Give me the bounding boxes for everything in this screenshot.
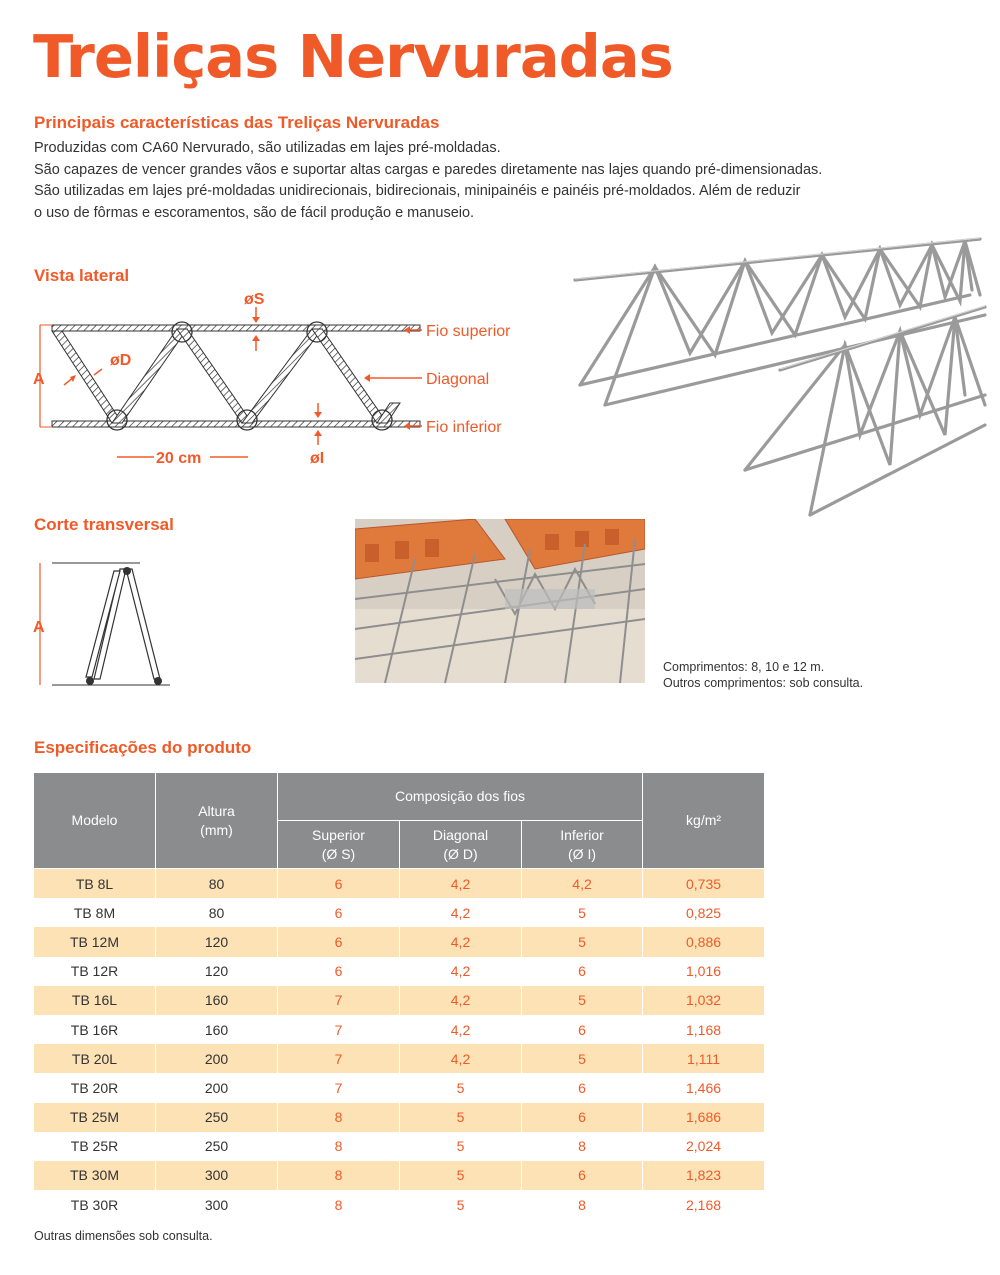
cell-modelo: TB 16L [34,986,156,1015]
cell-inferior: 4,2 [522,869,643,899]
cell-inferior: 6 [522,1103,643,1132]
spacing-label: 20 cm [156,450,202,467]
table-row [34,986,765,1015]
spec-heading: Especificações do produto [34,738,252,757]
lengths-line: Outros comprimentos: sob consulta. [663,676,864,690]
cell-modelo: TB 12M [34,927,156,956]
header-diagonal-symbol: (Ø D) [443,845,478,862]
cell-kgm2: 1,032 [643,986,765,1015]
table-row [34,1044,765,1073]
page-title: Treliças Nervuradas [33,22,673,91]
slab-photo [355,519,645,683]
header-diagonal-line: Diagonal [432,826,489,843]
cell-kgm2: 2,168 [643,1190,765,1219]
header-diagonal [400,821,522,869]
cell-altura: 80 [156,898,278,927]
header-superior [278,821,400,869]
cell-superior: 8 [278,1132,400,1161]
table-row [34,1132,765,1161]
cell-kgm2: 1,823 [643,1161,765,1190]
cell-modelo: TB 8M [34,898,156,927]
cell-diagonal: 4,2 [400,1015,522,1044]
cell-inferior: 6 [522,1161,643,1190]
truss-photo [560,235,990,525]
intro-line: o uso de fôrmas e escoramentos, são de fácil produção e manuseio. [34,204,475,221]
cell-inferior: 5 [522,1044,643,1073]
side-view-diagram [30,285,550,475]
side-view-heading: Vista lateral [34,266,130,285]
cell-diagonal: 5 [400,1190,522,1219]
table-row [34,1190,765,1219]
cell-kgm2: 1,466 [643,1073,765,1102]
cell-kgm2: 0,825 [643,898,765,927]
section-subtitle: Principais características das Treliças Nervuradas [34,113,440,132]
cell-altura: 200 [156,1044,278,1073]
top-wire-label: Fio superior [426,323,511,340]
cell-diagonal: 4,2 [400,986,522,1015]
header-altura-unit: (mm) [200,821,233,838]
table-row [34,1161,765,1190]
table-row [34,869,765,899]
cell-inferior: 6 [522,1015,643,1044]
cell-superior: 6 [278,957,400,986]
cell-diagonal: 5 [400,1073,522,1102]
table-row [34,1015,765,1044]
cell-inferior: 8 [522,1190,643,1219]
cross-section-heading: Corte transversal [34,515,174,534]
table-row [34,898,765,927]
cross-section-diagram [30,555,180,695]
cell-altura: 120 [156,927,278,956]
diagonal-diameter-label: øD [110,352,132,369]
cell-superior: 7 [278,1044,400,1073]
cell-kgm2: 1,016 [643,957,765,986]
cell-modelo: TB 12R [34,957,156,986]
intro-line: Produzidas com CA60 Nervurado, são utilizadas em lajes pré-moldadas. [34,140,501,156]
spec-table-body [34,869,765,1220]
cell-inferior: 6 [522,1073,643,1102]
cell-modelo: TB 16R [34,1015,156,1044]
table-row [34,1073,765,1102]
cell-diagonal: 4,2 [400,869,522,899]
cell-inferior: 5 [522,986,643,1015]
cell-diagonal: 5 [400,1132,522,1161]
header-composicao: Composição dos fios [278,773,643,821]
cell-altura: 80 [156,869,278,899]
diagonals [52,329,400,423]
bottom-wire-diameter-label: øI [310,450,325,467]
cell-diagonal: 5 [400,1103,522,1132]
table-row [34,927,765,956]
cell-superior: 8 [278,1103,400,1132]
spec-footnote: Outras dimensões sob consulta. [34,1229,213,1243]
cross-section-height-label: A [33,619,45,636]
cell-superior: 7 [278,1073,400,1102]
intro-line: São capazes de vencer grandes vãos e suportar altas cargas e paredes diretamente nas lajes quando pré-dimensionadas. [34,161,823,178]
cell-altura: 160 [156,986,278,1015]
lengths-note [663,659,863,691]
intro-text [34,138,934,224]
cell-altura: 120 [156,957,278,986]
header-altura-line: Altura [198,802,235,819]
height-label: A [33,371,45,388]
cell-modelo: TB 20R [34,1073,156,1102]
lengths-line: Comprimentos: 8, 10 e 12 m. [663,660,825,674]
cell-modelo: TB 30M [34,1161,156,1190]
header-superior-symbol: (Ø S) [321,845,356,862]
cell-diagonal: 4,2 [400,927,522,956]
spec-table [33,772,765,1219]
cell-kgm2: 1,168 [643,1015,765,1044]
intro-line: São utilizadas em lajes pré-moldadas unidirecionais, bidirecionais, minipainéis e painéis pré-moldados. Além de reduzir [34,183,801,199]
header-altura [156,773,278,869]
table-row [34,957,765,986]
cell-superior: 8 [278,1190,400,1219]
header-kgm2: kg/m² [643,773,765,869]
cell-superior: 6 [278,869,400,899]
cell-kgm2: 2,024 [643,1132,765,1161]
cell-altura: 300 [156,1190,278,1219]
cell-kgm2: 1,686 [643,1103,765,1132]
cell-modelo: TB 25M [34,1103,156,1132]
header-inferior-line: Inferior [560,826,604,843]
cell-superior: 7 [278,986,400,1015]
cell-inferior: 5 [522,927,643,956]
cell-superior: 6 [278,927,400,956]
cell-diagonal: 4,2 [400,898,522,927]
header-inferior [522,821,643,869]
diagonal-label: Diagonal [426,371,490,388]
cell-kgm2: 0,735 [643,869,765,899]
cell-modelo: TB 20L [34,1044,156,1073]
header-inferior-symbol: (Ø I) [568,845,597,862]
table-row [34,1103,765,1132]
cell-altura: 250 [156,1103,278,1132]
cell-kgm2: 0,886 [643,927,765,956]
cell-inferior: 8 [522,1132,643,1161]
cell-altura: 200 [156,1073,278,1102]
cell-superior: 8 [278,1161,400,1190]
cell-superior: 7 [278,1015,400,1044]
cell-inferior: 5 [522,898,643,927]
cell-altura: 160 [156,1015,278,1044]
cell-modelo: TB 8L [34,869,156,899]
header-modelo: Modelo [34,773,156,869]
header-superior-line: Superior [312,826,365,843]
bottom-wire-label: Fio inferior [426,419,502,436]
cell-altura: 300 [156,1161,278,1190]
cell-diagonal: 5 [400,1161,522,1190]
cell-modelo: TB 25R [34,1132,156,1161]
cell-kgm2: 1,111 [643,1044,765,1073]
cell-inferior: 6 [522,957,643,986]
cell-diagonal: 4,2 [400,1044,522,1073]
cell-modelo: TB 30R [34,1190,156,1219]
top-chord [52,325,420,331]
cell-superior: 6 [278,898,400,927]
top-wire-diameter-label: øS [244,291,265,308]
cell-diagonal: 4,2 [400,957,522,986]
cell-altura: 250 [156,1132,278,1161]
